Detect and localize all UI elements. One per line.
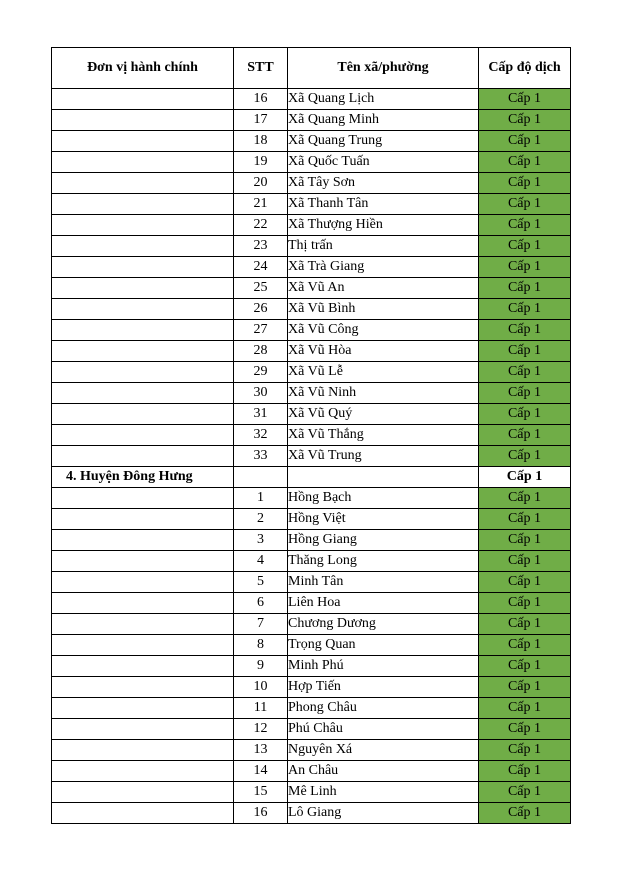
stt-cell: 30 bbox=[234, 383, 288, 404]
table-row bbox=[52, 194, 571, 215]
epidemic-level-cell: Cấp 1 bbox=[479, 761, 571, 782]
unit-cell bbox=[52, 110, 234, 131]
epidemic-level-cell: Cấp 1 bbox=[479, 635, 571, 656]
header-row bbox=[52, 48, 571, 89]
stt-cell: 33 bbox=[234, 446, 288, 467]
header-unit: Đơn vị hành chính bbox=[52, 48, 234, 89]
epidemic-level-cell: Cấp 1 bbox=[479, 236, 571, 257]
unit-cell bbox=[52, 131, 234, 152]
epidemic-level-cell: Cấp 1 bbox=[479, 194, 571, 215]
epidemic-level-cell: Cấp 1 bbox=[479, 341, 571, 362]
epidemic-level-cell: Cấp 1 bbox=[479, 362, 571, 383]
table-row bbox=[52, 446, 571, 467]
table-row bbox=[52, 782, 571, 803]
unit-cell bbox=[52, 257, 234, 278]
unit-cell bbox=[52, 488, 234, 509]
commune-name-cell bbox=[288, 467, 479, 488]
stt-cell: 18 bbox=[234, 131, 288, 152]
unit-cell bbox=[52, 299, 234, 320]
stt-cell: 21 bbox=[234, 194, 288, 215]
commune-name-cell: Xã Vũ Hòa bbox=[288, 341, 479, 362]
commune-name-cell: Liên Hoa bbox=[288, 593, 479, 614]
epidemic-level-cell: Cấp 1 bbox=[479, 719, 571, 740]
stt-cell: 22 bbox=[234, 215, 288, 236]
stt-cell: 14 bbox=[234, 761, 288, 782]
commune-name-cell: Minh Phú bbox=[288, 656, 479, 677]
epidemic-level-cell: Cấp 1 bbox=[479, 425, 571, 446]
table-row bbox=[52, 488, 571, 509]
table-row bbox=[52, 236, 571, 257]
table-row bbox=[52, 530, 571, 551]
epidemic-level-cell: Cấp 1 bbox=[479, 488, 571, 509]
unit-cell bbox=[52, 362, 234, 383]
unit-cell bbox=[52, 803, 234, 824]
unit-cell: 4. Huyện Đông Hưng bbox=[52, 467, 234, 488]
table-row bbox=[52, 593, 571, 614]
stt-cell: 4 bbox=[234, 551, 288, 572]
unit-cell bbox=[52, 383, 234, 404]
stt-cell: 10 bbox=[234, 677, 288, 698]
table-row bbox=[52, 551, 571, 572]
epidemic-level-cell: Cấp 1 bbox=[479, 446, 571, 467]
commune-name-cell: Xã Quang Lịch bbox=[288, 89, 479, 110]
stt-cell: 15 bbox=[234, 782, 288, 803]
table-row bbox=[52, 614, 571, 635]
epidemic-level-cell: Cấp 1 bbox=[479, 551, 571, 572]
commune-name-cell: Mê Linh bbox=[288, 782, 479, 803]
commune-name-cell: Xã Quang Trung bbox=[288, 131, 479, 152]
commune-name-cell: Xã Quang Minh bbox=[288, 110, 479, 131]
commune-name-cell: Xã Vũ An bbox=[288, 278, 479, 299]
commune-name-cell: Xã Vũ Ninh bbox=[288, 383, 479, 404]
commune-name-cell: An Châu bbox=[288, 761, 479, 782]
unit-cell bbox=[52, 152, 234, 173]
stt-cell: 5 bbox=[234, 572, 288, 593]
epidemic-level-cell: Cấp 1 bbox=[479, 383, 571, 404]
commune-name-cell: Xã Vũ Quý bbox=[288, 404, 479, 425]
table-row bbox=[52, 89, 571, 110]
table-row bbox=[52, 635, 571, 656]
stt-cell: 1 bbox=[234, 488, 288, 509]
unit-cell bbox=[52, 698, 234, 719]
table-row bbox=[52, 320, 571, 341]
epidemic-level-cell: Cấp 1 bbox=[479, 404, 571, 425]
epidemic-level-cell: Cấp 1 bbox=[479, 593, 571, 614]
epidemic-level-cell: Cấp 1 bbox=[479, 656, 571, 677]
table-row bbox=[52, 404, 571, 425]
epidemic-level-cell: Cấp 1 bbox=[479, 299, 571, 320]
stt-cell: 27 bbox=[234, 320, 288, 341]
unit-cell bbox=[52, 173, 234, 194]
unit-cell bbox=[52, 194, 234, 215]
epidemic-level-cell: Cấp 1 bbox=[479, 89, 571, 110]
stt-cell bbox=[234, 467, 288, 488]
table-row bbox=[52, 215, 571, 236]
stt-cell: 24 bbox=[234, 257, 288, 278]
epidemic-level-cell: Cấp 1 bbox=[479, 803, 571, 824]
stt-cell: 17 bbox=[234, 110, 288, 131]
unit-cell bbox=[52, 719, 234, 740]
commune-name-cell: Xã Vũ Bình bbox=[288, 299, 479, 320]
epidemic-level-cell: Cấp 1 bbox=[479, 740, 571, 761]
commune-name-cell: Xã Vũ Công bbox=[288, 320, 479, 341]
table-row bbox=[52, 719, 571, 740]
epidemic-level-cell: Cấp 1 bbox=[479, 677, 571, 698]
commune-name-cell: Xã Quốc Tuấn bbox=[288, 152, 479, 173]
commune-name-cell: Xã Tây Sơn bbox=[288, 173, 479, 194]
commune-name-cell: Xã Thượng Hiền bbox=[288, 215, 479, 236]
unit-cell bbox=[52, 572, 234, 593]
stt-cell: 31 bbox=[234, 404, 288, 425]
epidemic-level-cell: Cấp 1 bbox=[479, 509, 571, 530]
district-group-row bbox=[52, 467, 571, 488]
commune-name-cell: Xã Trà Giang bbox=[288, 257, 479, 278]
unit-cell bbox=[52, 782, 234, 803]
commune-name-cell: Hồng Việt bbox=[288, 509, 479, 530]
table-row bbox=[52, 299, 571, 320]
table-row bbox=[52, 425, 571, 446]
commune-name-cell: Xã Vũ Thắng bbox=[288, 425, 479, 446]
unit-cell bbox=[52, 656, 234, 677]
table-row bbox=[52, 572, 571, 593]
table-row bbox=[52, 131, 571, 152]
stt-cell: 16 bbox=[234, 89, 288, 110]
table-row bbox=[52, 173, 571, 194]
stt-cell: 12 bbox=[234, 719, 288, 740]
epidemic-level-cell: Cấp 1 bbox=[479, 152, 571, 173]
commune-name-cell: Nguyên Xá bbox=[288, 740, 479, 761]
epidemic-level-cell: Cấp 1 bbox=[479, 215, 571, 236]
stt-cell: 23 bbox=[234, 236, 288, 257]
table-row bbox=[52, 509, 571, 530]
table-row bbox=[52, 341, 571, 362]
commune-name-cell: Chương Dương bbox=[288, 614, 479, 635]
commune-name-cell: Xã Vũ Trung bbox=[288, 446, 479, 467]
commune-name-cell: Xã Vũ Lễ bbox=[288, 362, 479, 383]
unit-cell bbox=[52, 278, 234, 299]
unit-cell bbox=[52, 761, 234, 782]
unit-cell bbox=[52, 509, 234, 530]
commune-name-cell: Hồng Bạch bbox=[288, 488, 479, 509]
unit-cell bbox=[52, 446, 234, 467]
stt-cell: 13 bbox=[234, 740, 288, 761]
table-row bbox=[52, 362, 571, 383]
epidemic-level-cell: Cấp 1 bbox=[479, 110, 571, 131]
unit-cell bbox=[52, 215, 234, 236]
table-row bbox=[52, 383, 571, 404]
stt-cell: 19 bbox=[234, 152, 288, 173]
commune-name-cell: Trọng Quan bbox=[288, 635, 479, 656]
table-row bbox=[52, 677, 571, 698]
table-row bbox=[52, 152, 571, 173]
table-row bbox=[52, 803, 571, 824]
unit-cell bbox=[52, 530, 234, 551]
stt-cell: 29 bbox=[234, 362, 288, 383]
epidemic-level-cell: Cấp 1 bbox=[479, 614, 571, 635]
commune-name-cell: Hồng Giang bbox=[288, 530, 479, 551]
header-stt: STT bbox=[234, 48, 288, 89]
commune-name-cell: Thăng Long bbox=[288, 551, 479, 572]
table-row bbox=[52, 257, 571, 278]
epidemic-level-cell: Cấp 1 bbox=[479, 782, 571, 803]
epidemic-level-cell: Cấp 1 bbox=[479, 530, 571, 551]
epidemic-level-cell: Cấp 1 bbox=[479, 278, 571, 299]
stt-cell: 2 bbox=[234, 509, 288, 530]
table-row bbox=[52, 761, 571, 782]
commune-name-cell: Thị trấn bbox=[288, 236, 479, 257]
unit-cell bbox=[52, 404, 234, 425]
stt-cell: 32 bbox=[234, 425, 288, 446]
unit-cell bbox=[52, 425, 234, 446]
commune-name-cell: Xã Thanh Tân bbox=[288, 194, 479, 215]
unit-cell bbox=[52, 593, 234, 614]
stt-cell: 8 bbox=[234, 635, 288, 656]
header-epidemic-level: Cấp độ dịch bbox=[479, 48, 571, 89]
epidemic-level-cell: Cấp 1 bbox=[479, 173, 571, 194]
stt-cell: 16 bbox=[234, 803, 288, 824]
stt-cell: 7 bbox=[234, 614, 288, 635]
table-row bbox=[52, 740, 571, 761]
stt-cell: 20 bbox=[234, 173, 288, 194]
epidemic-level-cell: Cấp 1 bbox=[479, 467, 571, 488]
unit-cell bbox=[52, 551, 234, 572]
stt-cell: 25 bbox=[234, 278, 288, 299]
stt-cell: 9 bbox=[234, 656, 288, 677]
epidemic-level-cell: Cấp 1 bbox=[479, 698, 571, 719]
commune-name-cell: Hợp Tiến bbox=[288, 677, 479, 698]
unit-cell bbox=[52, 320, 234, 341]
stt-cell: 6 bbox=[234, 593, 288, 614]
header-commune-name: Tên xã/phường bbox=[288, 48, 479, 89]
table-row bbox=[52, 698, 571, 719]
stt-cell: 26 bbox=[234, 299, 288, 320]
epidemic-level-cell: Cấp 1 bbox=[479, 572, 571, 593]
commune-name-cell: Minh Tân bbox=[288, 572, 479, 593]
commune-name-cell: Phú Châu bbox=[288, 719, 479, 740]
unit-cell bbox=[52, 89, 234, 110]
commune-level-table bbox=[51, 47, 571, 824]
unit-cell bbox=[52, 614, 234, 635]
table-row bbox=[52, 278, 571, 299]
stt-cell: 3 bbox=[234, 530, 288, 551]
epidemic-level-cell: Cấp 1 bbox=[479, 320, 571, 341]
unit-cell bbox=[52, 236, 234, 257]
stt-cell: 11 bbox=[234, 698, 288, 719]
table-row bbox=[52, 656, 571, 677]
table-row bbox=[52, 110, 571, 131]
epidemic-level-cell: Cấp 1 bbox=[479, 131, 571, 152]
unit-cell bbox=[52, 341, 234, 362]
unit-cell bbox=[52, 677, 234, 698]
epidemic-level-cell: Cấp 1 bbox=[479, 257, 571, 278]
unit-cell bbox=[52, 740, 234, 761]
unit-cell bbox=[52, 635, 234, 656]
stt-cell: 28 bbox=[234, 341, 288, 362]
commune-name-cell: Lô Giang bbox=[288, 803, 479, 824]
commune-name-cell: Phong Châu bbox=[288, 698, 479, 719]
